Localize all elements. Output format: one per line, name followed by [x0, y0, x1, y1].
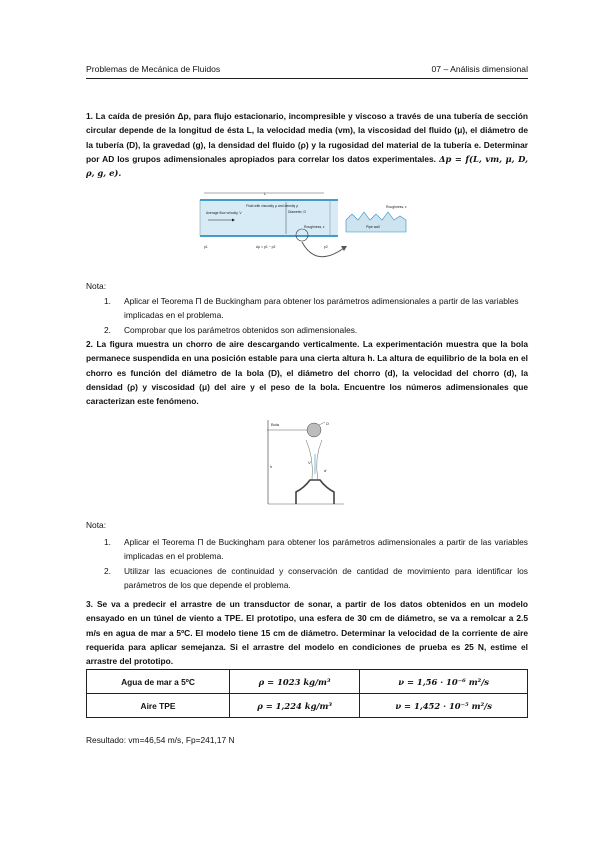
- label-average-velocity: Average flow velocity, V: [206, 211, 242, 215]
- ball: [307, 423, 321, 437]
- table-row: [87, 694, 528, 718]
- rough-wall-zoom: [346, 212, 406, 232]
- problem-1-text: La caída de presión Δp, para flujo estacionario, incompresible y viscoso a través de una tubería de sección circular depende de la longitud de ésta L, la velocidad media (vm), la viscosidad del fluido (μ), el diámetro de la tubería (D), la gravedad (g), la densidad del fluido (ρ) y la rugosidad del material de la tubería e. Determinar por AD los grupos adimensionales apropiados para correlar los datos experimentales.: [86, 111, 528, 164]
- label-p1: p1: [204, 245, 208, 249]
- table-cell-density: ρ = 1,224 kg/m³: [230, 694, 360, 718]
- nozzle: [296, 480, 334, 504]
- problem-2-note-1: [104, 535, 528, 564]
- label-height: h: [270, 464, 273, 469]
- note-number: 2.: [104, 565, 111, 576]
- header-chapter-title: 07 – Análisis dimensional: [431, 64, 528, 74]
- pipe-flow-figure: [198, 190, 408, 272]
- problem-3-number: 3.: [86, 599, 93, 609]
- label-roughness: Roughness, ε: [304, 225, 325, 229]
- label-ball-diameter: D: [326, 421, 329, 426]
- table-cell-density: ρ = 1023 kg/m³: [230, 670, 360, 694]
- page-header: [86, 62, 528, 79]
- zoom-arrow: [302, 242, 344, 257]
- problem-1-note-1: [104, 294, 528, 323]
- note-text: Utilizar las ecuaciones de continuidad y conservación de cantidad de movimiento para identificar los parámetros de los que depende el problema.: [124, 565, 528, 590]
- problem-3-statement: [86, 597, 528, 668]
- note-number: 2.: [104, 324, 111, 335]
- label-roughness-zoom: Roughness, ε: [386, 205, 407, 209]
- label-ball: Bola: [271, 422, 280, 427]
- header-course-title: Problemas de Mecánica de Fluidos: [86, 64, 221, 74]
- problem-2-notes: [104, 535, 528, 592]
- air-jet-ball-figure: [266, 418, 346, 506]
- problem-1-notes: [104, 294, 528, 337]
- label-diameter: Diameter, D: [288, 210, 306, 214]
- table-cell-viscosity: ν = 1,56 · 10⁻⁶ m²/s: [360, 670, 528, 694]
- problem-2-number: 2.: [86, 339, 93, 349]
- problem-1-statement: [86, 109, 528, 180]
- table-cell-viscosity: ν = 1,452 · 10⁻⁵ m²/s: [360, 694, 528, 718]
- problem-1-nota-label: Nota:: [86, 281, 107, 291]
- zoom-arrowhead: [341, 246, 347, 251]
- problem-3-text: Se va a predecir el arrastre de un transductor de sonar, a partir de los datos obtenidos en un modelo ensayado en un túnel de viento a TPE. El prototipo, una esfera de 30 cm de diámetro, se va a remolcar a 2.5 m/s en agua de mar a 5ºC. El modelo tiene 15 cm de diámetro. Determinar la velocidad de la corriente de aire requerida para aplicar semejanza. Si el arrastre del modelo en condiciones de prueba es 25 N, estime el arrastre del prototipo.: [86, 599, 529, 667]
- note-number: 1.: [104, 537, 111, 547]
- note-text: Aplicar el Teorema Π de Buckingham para obtener los parámetros adimensionales a partir de las variables implicadas en el problema.: [124, 296, 519, 321]
- problem-1-note-2: [104, 323, 528, 337]
- note-text: Aplicar el Teorema Π de Buckingham para obtener los parámetros adimensionales a partir de las variables implicadas en el problema.: [124, 537, 528, 562]
- problem-1-number: 1.: [86, 111, 93, 121]
- note-number: 1.: [104, 296, 111, 306]
- label-length: L: [264, 191, 267, 196]
- jet-right-edge: [317, 440, 322, 480]
- label-p2: p2: [324, 245, 328, 249]
- label-fluid: Fluid with viscosity μ and density ρ: [246, 204, 299, 208]
- problem-2-nota-label: Nota:: [86, 520, 107, 530]
- ball-diameter-leader: [319, 422, 325, 425]
- table-row: [87, 670, 528, 694]
- note-text: Comprobar que los parámetros obtenidos son adimensionales.: [124, 324, 358, 335]
- table-cell-material: Agua de mar a 5ºC: [87, 670, 230, 694]
- problem-2-note-2: [104, 564, 528, 593]
- label-pressure-drop: Δp = p1 − p2: [256, 245, 276, 249]
- problem-2-text: La figura muestra un chorro de aire descargando verticalmente. La experimentación muestra que la bola permanece suspendida en una posición estable para una cierta altura h. La altura de equilibrio de la bola en el chorro es función del diámetro de la bola (D), el diámetro del chorro (d), la velocidad del chorro (d), la densidad (ρ) y viscosidad (μ) del aire y el peso de la bola. Encuentre los números adimensionales que caracterizan este fenómeno.: [86, 339, 528, 407]
- label-jet-diameter: d: [324, 468, 327, 473]
- table-cell-material: Aire TPE: [87, 694, 230, 718]
- label-pipe-wall: Pipe wall: [366, 225, 380, 229]
- problem-3-result: Resultado: vm=46,54 m/s, Fp=241,17 N: [86, 735, 235, 745]
- fluid-properties-table: [86, 669, 528, 718]
- label-jet-velocity: V: [308, 460, 311, 465]
- problem-1-equation: Δp = f(L, vm, μ, D, ρ, g, e).: [86, 153, 529, 179]
- problem-2-statement: [86, 337, 528, 408]
